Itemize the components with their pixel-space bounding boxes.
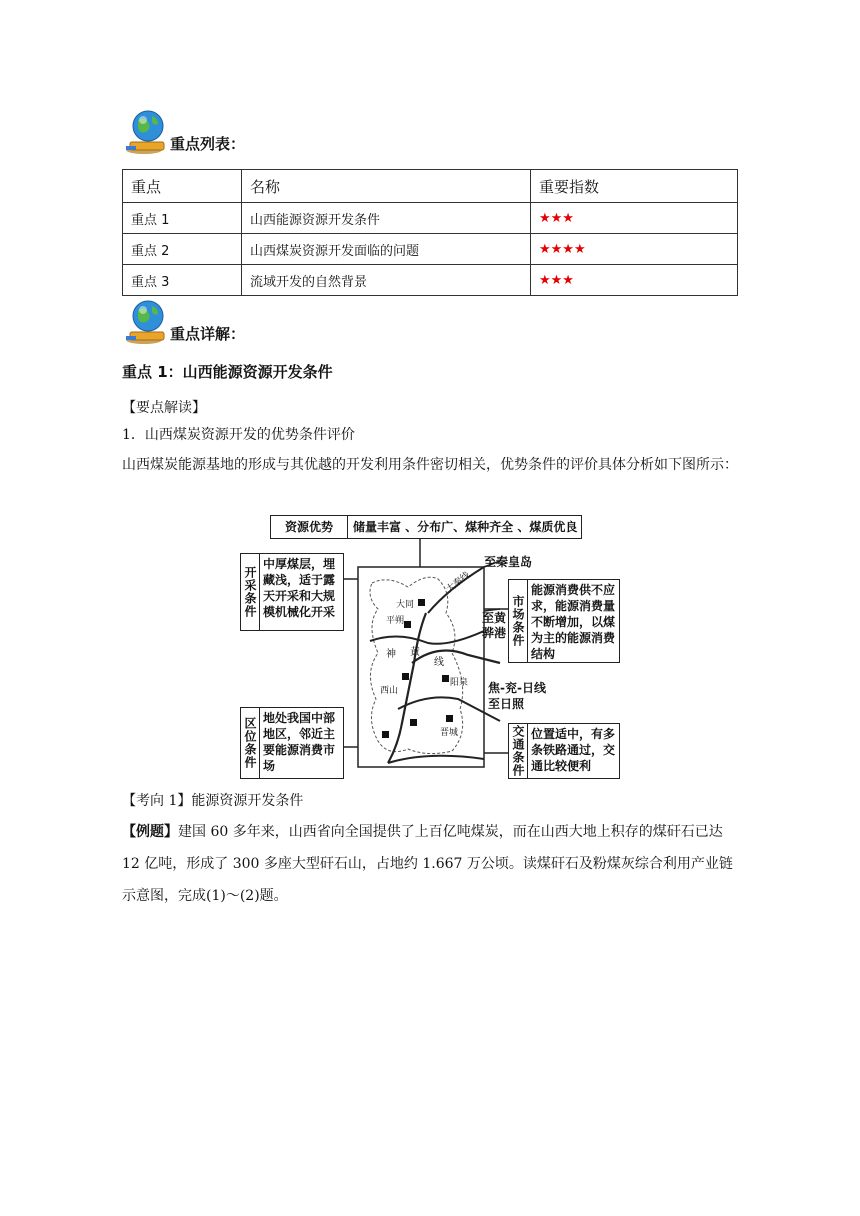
table-cell: 重点 2 [123, 234, 242, 265]
city-marker-jincheng [446, 715, 453, 722]
table-header-cell: 重要指数 [531, 170, 738, 203]
table-row [123, 234, 738, 265]
label-to-huanghua: 至黄骅港 [482, 611, 507, 640]
resource-label: 资源优势 [271, 516, 348, 538]
city-marker-pingshuo [404, 621, 411, 628]
table-cell: 山西煤炭资源开发面临的问题 [242, 234, 531, 265]
transport-text: 位置适中，有多条铁路通过，交通比较便利 [531, 727, 616, 773]
market-label: 市场条件 [509, 580, 528, 662]
mining-text: 中厚煤层，埋藏浅，适于露天开采和大规模机械化开采 [263, 557, 336, 619]
label-huang: 黄 [410, 647, 420, 658]
mining-label: 开采条件 [241, 554, 260, 630]
label-to-rizhao: 至日照 [488, 697, 525, 711]
city-marker [382, 731, 389, 738]
location-text: 地处我国中部地区，邻近主要能源消费市场 [263, 711, 336, 773]
table-row [123, 203, 738, 234]
table-header-row [123, 170, 738, 203]
mining-conditions-box [240, 553, 344, 631]
star-rating: ★★★ [531, 265, 738, 296]
item-title: 1．山西煤炭资源开发的优势条件评价 [122, 427, 355, 443]
table-cell: 山西能源资源开发条件 [242, 203, 531, 234]
subheading: 【要点解读】 [122, 400, 206, 416]
label-jincheng: 晋城 [440, 728, 459, 738]
city-marker [410, 719, 417, 726]
table-header-cell: 重点 [123, 170, 242, 203]
label-daqin-line: 大秦线 [444, 570, 473, 595]
key-points-table [122, 169, 738, 296]
resource-advantage-box [270, 515, 582, 539]
city-marker-yangquan [442, 675, 449, 682]
table-header-cell: 名称 [242, 170, 531, 203]
example-question [122, 816, 742, 912]
market-text: 能源消费供不应求，能源消费量不断增加，以煤为主的能源消费结构 [531, 583, 616, 661]
label-datong: 大同 [396, 600, 415, 610]
transport-conditions-box [508, 723, 620, 779]
table-cell: 重点 3 [123, 265, 242, 296]
key-points-list-header [122, 104, 245, 156]
detail-heading: 重点 1：山西能源资源开发条件 [122, 363, 333, 381]
key-points-detail-header [122, 294, 245, 346]
label-yangquan: 阳泉 [450, 678, 469, 688]
transport-label: 交通条件 [509, 724, 528, 778]
label-shen: 神 [386, 649, 396, 660]
example-tag: 【例题】 [122, 824, 178, 840]
location-label: 区位条件 [241, 708, 260, 778]
paragraph: 山西煤炭能源基地的形成与其优越的开发利用条件密切相关，优势条件的评价具体分析如下图所示： [122, 457, 738, 473]
city-marker-xishan [402, 673, 409, 680]
table-cell: 重点 1 [123, 203, 242, 234]
section-title: 重点列表： [170, 135, 246, 153]
location-conditions-box [240, 707, 344, 779]
table-row [123, 265, 738, 296]
coal-conditions-diagram [238, 513, 622, 781]
label-to-qinhuangdao: 至秦皇岛 [484, 555, 533, 569]
resource-text: 储量丰富 、分布广、煤种齐全 、煤质优良 [353, 520, 578, 534]
exam-direction: 【考向 1】能源资源开发条件 [122, 793, 304, 809]
label-jiaoyanri-line: 焦-兖-日线 [488, 681, 546, 695]
label-xian: 线 [434, 657, 444, 668]
label-xishan: 西山 [380, 686, 399, 696]
market-conditions-box [508, 579, 620, 663]
city-marker-datong [418, 599, 425, 606]
star-rating: ★★★★ [531, 234, 738, 265]
globe-book-icon [122, 106, 170, 156]
table-cell: 流域开发的自然背景 [242, 265, 531, 296]
globe-book-icon [122, 296, 170, 346]
example-text: 建国 60 多年来，山西省向全国提供了上百亿吨煤炭，而在山西大地上积存的煤矸石已达 12 亿吨，形成了 300 多座大型矸石山，占地约 1.667 万公顷。读煤矸石及粉煤灰综合利用产业链示意图，完成(1)～(2)题。 [122, 824, 733, 904]
star-rating: ★★★ [531, 203, 738, 234]
label-pingshuo: 平朔 [386, 616, 405, 626]
section-title: 重点详解： [170, 325, 246, 343]
